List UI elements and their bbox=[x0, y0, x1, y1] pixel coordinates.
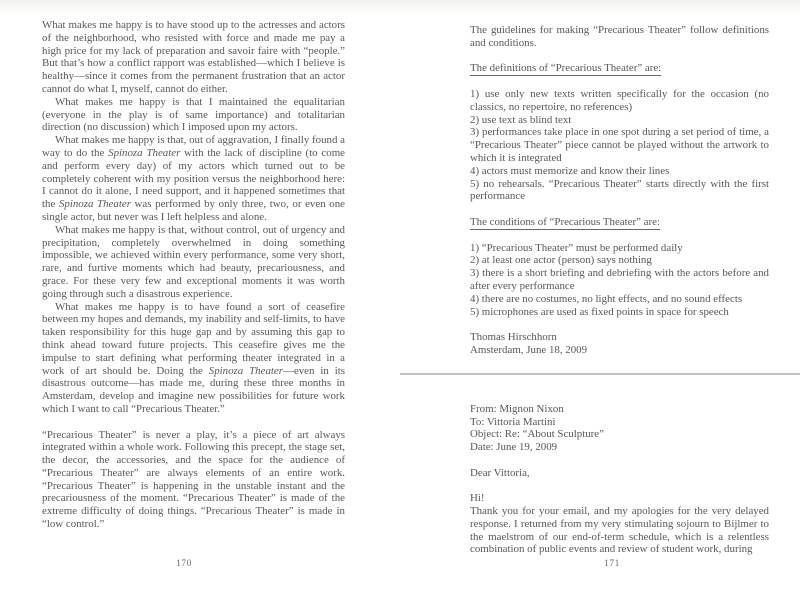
guidelines-intro: The guidelines for making “Precarious Theater” follow definitions and conditions. bbox=[470, 24, 769, 49]
email-greeting: Hi! bbox=[470, 492, 485, 505]
scan-edge-shadow bbox=[0, 0, 800, 16]
signature-name: Thomas Hirschhorn bbox=[470, 331, 557, 344]
spacer bbox=[470, 480, 769, 493]
spacer bbox=[470, 203, 769, 216]
email-from: From: Mignon Nixon bbox=[470, 402, 564, 415]
condition-item: 4) there are no costumes, no light effects, and no sound effects bbox=[470, 292, 743, 305]
email-salutation: Dear Vittoria, bbox=[470, 466, 530, 479]
signature-place-date: Amsterdam, June 18, 2009 bbox=[470, 343, 588, 356]
section-divider-rule bbox=[400, 373, 800, 375]
paragraph: What makes me happy is to have found a sort of ceasefire between my hopes and demands, my inability and self-limits, to have taken responsibility for this huge gap and by assuming this gap to think ahead toward future projects. This ceasefire gives me the impulse to start defining what performing theater integrated in a work of art should be. Doing the Spinoza Theater—even in its disastrous outcome—has made me, during these three months in Amsterdam, develop and imagine new possibilities for future work which I want to call “Precarious Theater.” bbox=[42, 300, 346, 415]
definition-item: 1) use only new texts written specifically for the occasion (no classics, no repertoire, no references) bbox=[470, 87, 769, 113]
email-object: Object: Re: “About Sculpture” bbox=[470, 428, 604, 441]
paragraph: What makes me happy is that, without control, out of urgency and precipitation, completely overwhelmed in doing something impossible, we achieved within every performance, some very short, rare, and furtive moments which had beauty, precariousness, and grace. For these very few and exceptional moments it was worth going through such a disastrous experience. bbox=[42, 223, 345, 300]
definitions-list bbox=[470, 88, 769, 203]
paragraph: “Precarious Theater” is never a play, it’s a piece of art always integrated within a whole work. Following this precept, the stage set, the decor, the accessories, and the space for the audience of “Precarious Theater” are always elements of an entire work. “Precarious Theater” is happening in the unstable instant and the precariousness of the moment. “Precarious Theater” is made of the extreme difficulty of doing things. “Precarious Theater” is made in “low control.” bbox=[42, 428, 345, 531]
paragraph: What makes me happy is that I maintained the equalitarian (everyone in the play is of same importance) and totalitarian direction (no discussion) which I imposed upon my actors. bbox=[42, 95, 345, 134]
paragraph: What makes me happy is that, out of aggravation, I finally found a way to do the Spinoza Theater with the lack of discipline (to come and perform every day) of my actors which turned out to be completely coherent with my position versus the neighborhood here: I cannot do it alone, I need support, and it happened sometimes that the Spinoza Theater was performed by only three, two, or even one single actor, but never was I left helpless and alone. bbox=[42, 134, 346, 223]
definition-item: 2) use text as blind text bbox=[470, 113, 572, 126]
email-to: To: Vittoria Martini bbox=[470, 415, 556, 428]
condition-item: 2) at least one actor (person) says nothing bbox=[470, 254, 652, 267]
paragraph: What makes me happy is to have stood up to the actresses and actors of the neighborhood, who resisted with force and made me pay a high price for my lack of preparation and savoir faire with “people.” But that’s how a conflict rapport was established—which I believe is healthy—since it comes from the permanent frustration that an actor cannot do what I, myself, cannot do either. bbox=[42, 19, 345, 95]
spacer bbox=[470, 75, 769, 88]
condition-item: 5) microphones are used as fixed points in space for speech bbox=[470, 305, 729, 318]
conditions-list bbox=[470, 242, 769, 319]
page-number-left: 170 bbox=[176, 559, 192, 569]
left-page-text-column bbox=[42, 19, 345, 531]
condition-item: 1) “Precarious Theater” must be performed daily bbox=[470, 241, 683, 254]
spacer bbox=[470, 357, 769, 403]
definitions-heading bbox=[470, 62, 769, 75]
email-body: Thank you for your email, and my apologies for the very delayed response. I returned from my very stimulating sojourn to Bijlmer to the maelstrom of our end-of-term schedule, which is a relentless combination of public events and review of student work, during bbox=[470, 505, 769, 556]
definition-item: 5) no rehearsals. “Precarious Theater” starts directly with the first performance bbox=[470, 177, 769, 203]
email-date: Date: June 19, 2009 bbox=[470, 441, 558, 454]
conditions-heading bbox=[470, 216, 769, 229]
definition-item: 3) performances take place in one spot during a set period of time, a “Precarious Theater” piece cannot be played without the artwork to which it is integrated bbox=[470, 126, 769, 164]
spacer bbox=[470, 454, 769, 467]
condition-item: 3) there is a short briefing and debriefing with the actors before and after every performance bbox=[470, 267, 769, 292]
definitions-heading-text: The definitions of “Precarious Theater” are: bbox=[470, 62, 662, 75]
spacer bbox=[470, 229, 769, 242]
spacer bbox=[470, 318, 769, 331]
definition-item: 4) actors must memorize and know their lines bbox=[470, 164, 670, 177]
conditions-heading-text: The conditions of “Precarious Theater” are: bbox=[470, 215, 661, 228]
page-number-right: 171 bbox=[604, 559, 620, 569]
right-page-text-column bbox=[470, 24, 769, 556]
spacer bbox=[470, 50, 769, 63]
